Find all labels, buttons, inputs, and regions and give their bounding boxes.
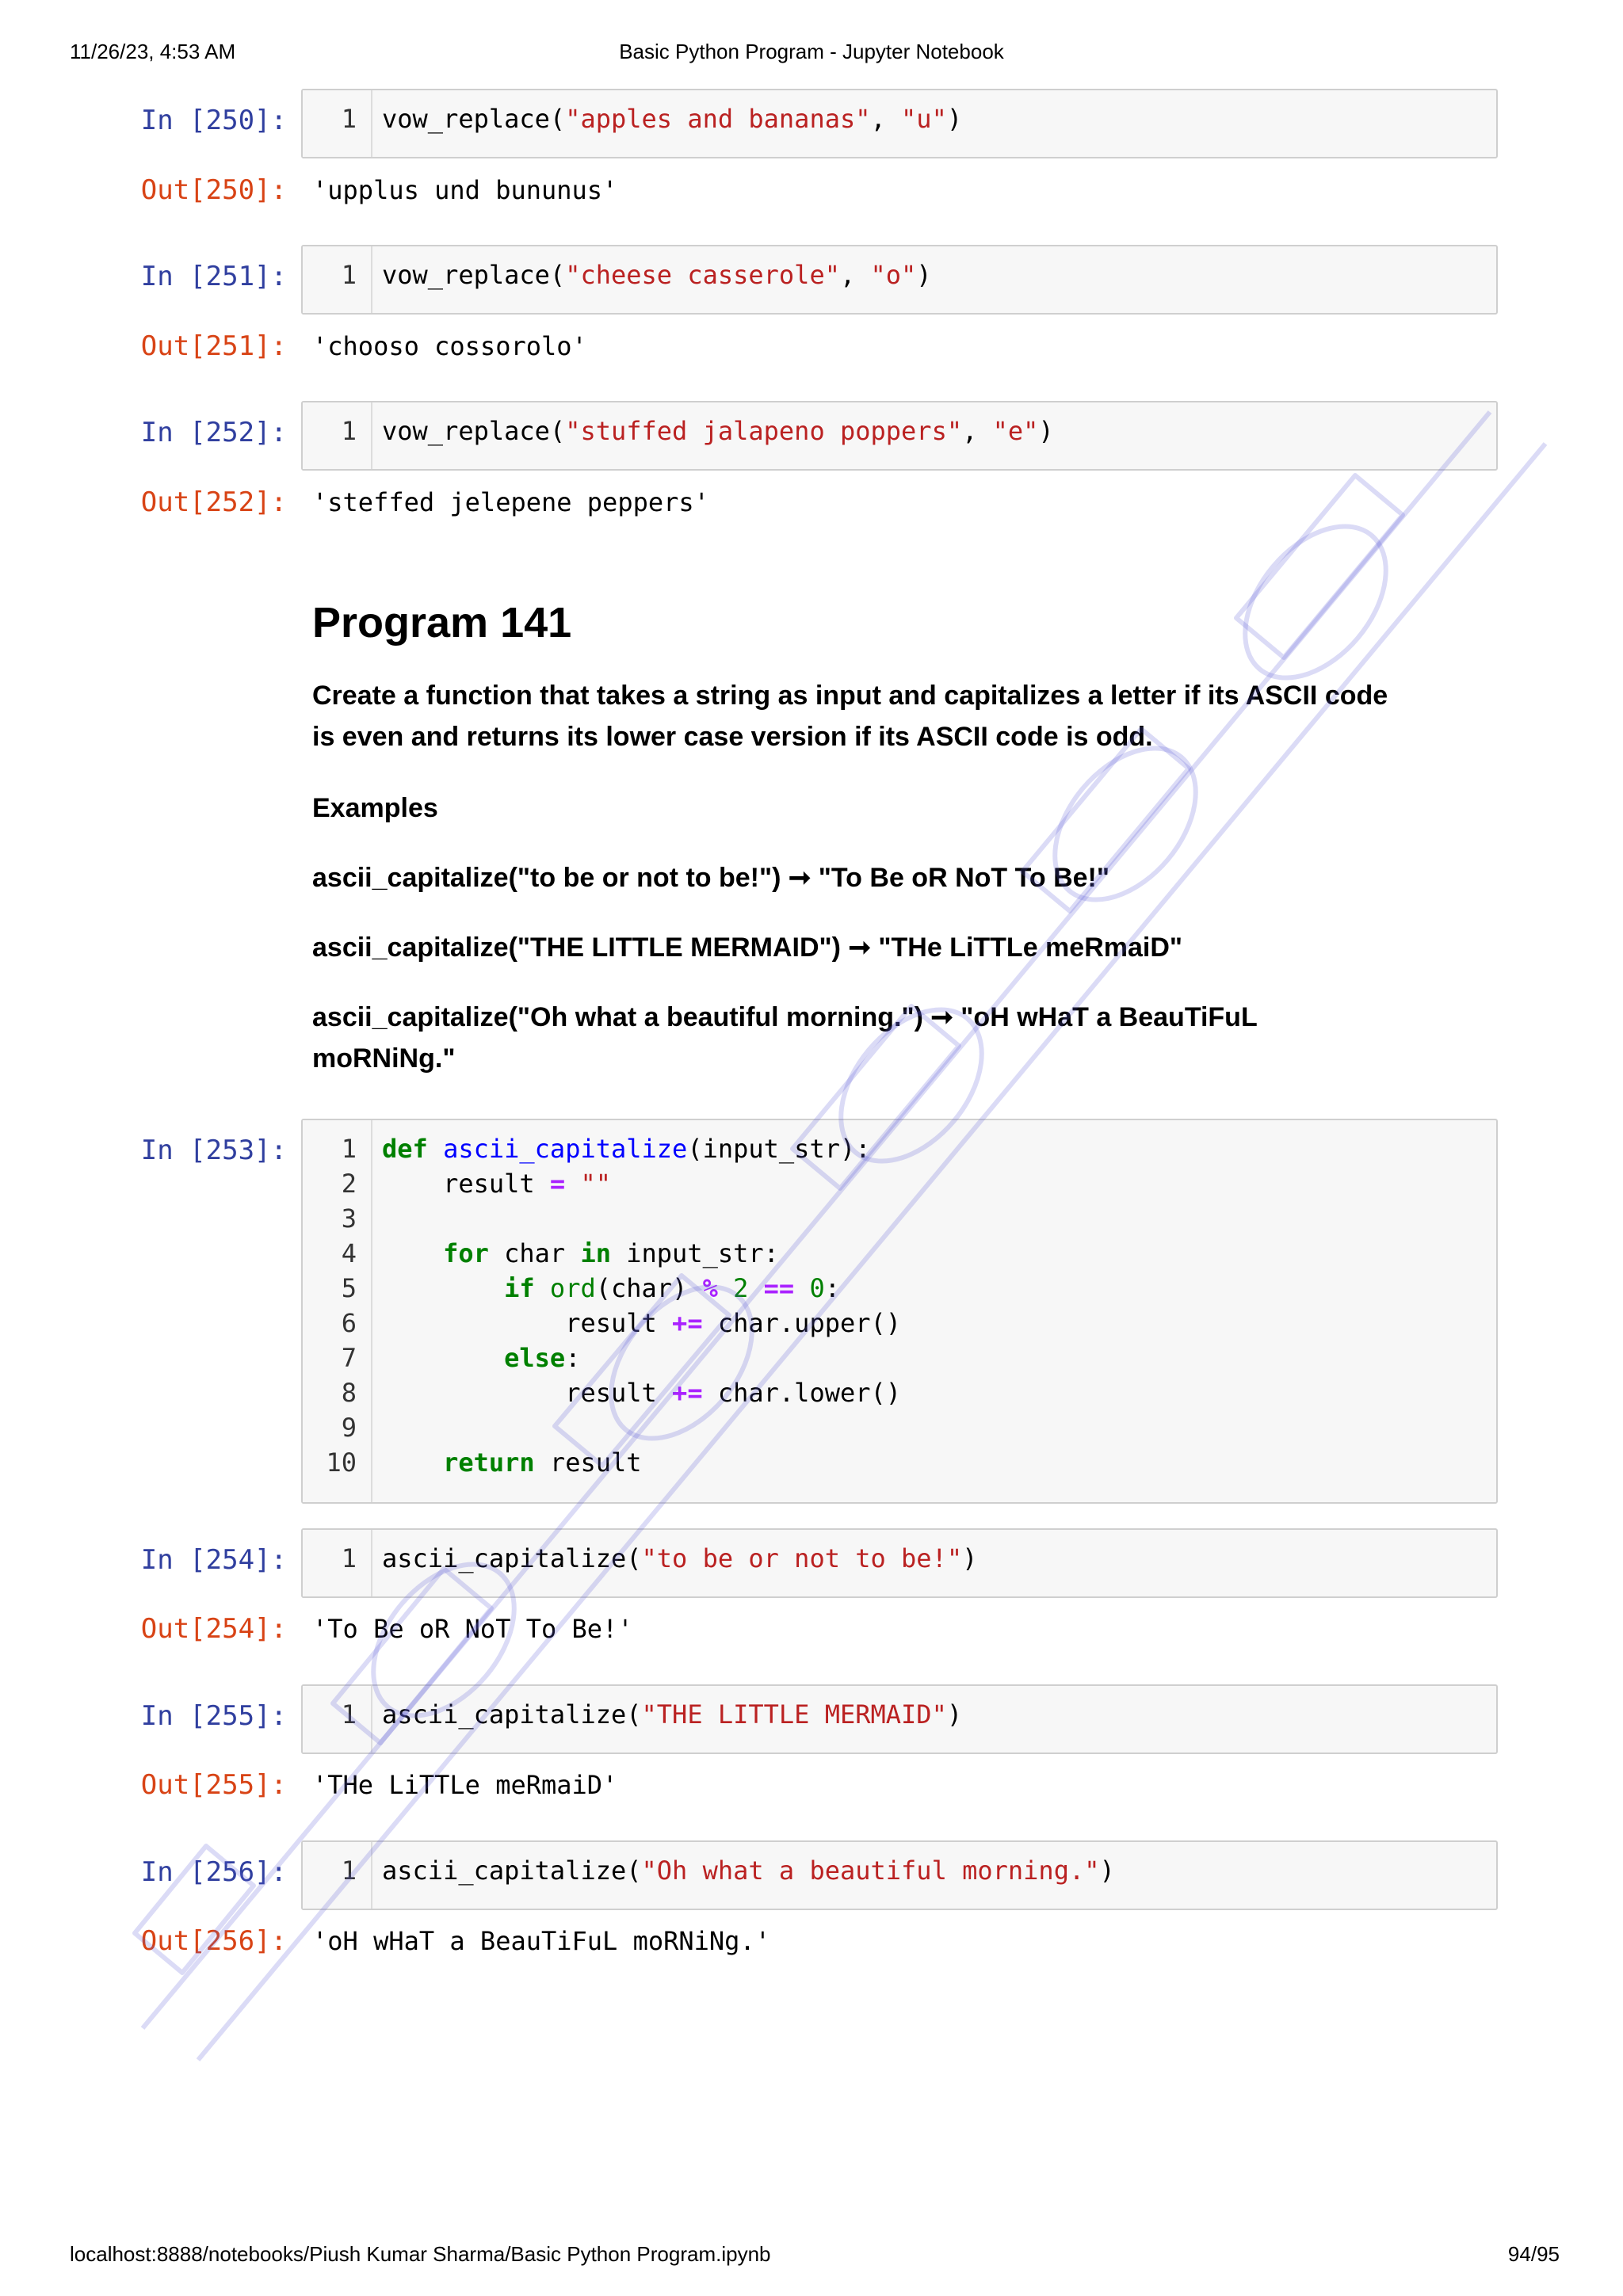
keyword-else: else — [504, 1343, 566, 1373]
in-prompt-255: In [255]: — [140, 1700, 287, 1732]
line-number: 7 — [341, 1343, 357, 1373]
in-prompt-253: In [253]: — [140, 1135, 287, 1166]
code-line — [382, 1131, 1496, 1166]
code-token: : — [824, 1273, 840, 1303]
code-editor[interactable] — [382, 1541, 1496, 1576]
code-token: ascii_capitalize( — [382, 1699, 642, 1730]
string-literal: "e" — [992, 416, 1039, 446]
output-252: 'steffed jelepene peppers' — [312, 487, 709, 517]
print-title: Basic Python Program - Jupyter Notebook — [619, 40, 1004, 63]
string-literal: "stuffed jalapeno poppers" — [565, 416, 963, 446]
line-number: 6 — [341, 1308, 357, 1338]
code-token: ) — [1038, 416, 1054, 446]
code-cell-251[interactable] — [301, 245, 1498, 315]
code-editor[interactable] — [382, 101, 1496, 136]
string-literal: "u" — [901, 104, 947, 134]
code-line — [382, 1306, 1496, 1341]
code-token: result — [382, 1169, 550, 1199]
code-line — [382, 1341, 1496, 1375]
example-3-line-2: moRNiNg." — [312, 1043, 456, 1074]
line-number: 1 — [341, 1699, 357, 1730]
code-token: ascii_capitalize( — [382, 1543, 642, 1573]
line-number: 1 — [341, 104, 357, 134]
code-token: ) — [916, 260, 932, 290]
out-prompt-255: Out[255]: — [140, 1769, 287, 1801]
number-literal: 2 — [733, 1273, 749, 1303]
string-literal: "THE LITTLE MERMAID" — [641, 1699, 947, 1730]
operator: += — [672, 1378, 703, 1408]
out-prompt-250: Out[250]: — [140, 174, 287, 206]
output-250: 'upplus und bununus' — [312, 175, 618, 205]
code-token: , — [962, 416, 993, 446]
line-number: 8 — [341, 1378, 357, 1408]
operator: += — [672, 1308, 703, 1338]
line-number: 10 — [326, 1447, 357, 1478]
code-line — [382, 1166, 1496, 1201]
function-name: ascii_capitalize — [443, 1134, 688, 1164]
code-token: result — [534, 1447, 642, 1478]
code-line — [382, 1375, 1496, 1410]
in-prompt-254: In [254]: — [140, 1544, 287, 1576]
line-number: 4 — [341, 1238, 357, 1268]
out-prompt-252: Out[252]: — [140, 486, 287, 518]
code-token: result — [382, 1308, 673, 1338]
output-251: 'chooso cossorolo' — [312, 331, 587, 361]
indent — [382, 1238, 443, 1268]
code-cell-252[interactable] — [301, 401, 1498, 471]
code-line — [382, 1410, 1496, 1445]
code-cell-254[interactable] — [301, 1528, 1498, 1598]
code-token: vow_replace( — [382, 104, 566, 134]
code-token: , — [870, 104, 902, 134]
line-numbers — [303, 1131, 357, 1480]
line-number: 1 — [341, 416, 357, 446]
code-cell-250[interactable] — [301, 89, 1498, 158]
string-literal: "to be or not to be!" — [641, 1543, 963, 1573]
in-prompt-251: In [251]: — [140, 261, 287, 292]
number-literal: 0 — [809, 1273, 825, 1303]
print-header — [0, 40, 1623, 71]
code-token: (input_str): — [687, 1134, 871, 1164]
keyword-for: for — [443, 1238, 489, 1268]
code-token: , — [839, 260, 871, 290]
code-token: char.upper() — [702, 1308, 902, 1338]
code-token: vow_replace( — [382, 416, 566, 446]
code-token: char.lower() — [702, 1378, 902, 1408]
line-number: 1 — [341, 1134, 357, 1164]
output-255: 'THe LiTTLe meRmaiD' — [312, 1770, 618, 1800]
code-token: ) — [1099, 1855, 1115, 1886]
code-line — [382, 1236, 1496, 1271]
indent — [382, 1273, 504, 1303]
code-line — [382, 1271, 1496, 1306]
example-2: ascii_capitalize("THE LITTLE MERMAID") ➞ "THe LiTTLe meRmaiD" — [312, 933, 1183, 963]
code-token: ) — [946, 104, 963, 134]
program-heading: Program 141 — [312, 599, 572, 646]
operator: % — [702, 1273, 718, 1303]
keyword-if: if — [504, 1273, 535, 1303]
code-token: (char) — [595, 1273, 703, 1303]
code-cell-256[interactable] — [301, 1840, 1498, 1910]
operator: = — [549, 1169, 566, 1199]
out-prompt-254: Out[254]: — [140, 1613, 287, 1645]
code-cell-253[interactable] — [301, 1119, 1498, 1504]
line-number: 1 — [341, 260, 357, 290]
code-token: ) — [962, 1543, 978, 1573]
code-editor[interactable] — [382, 1853, 1496, 1888]
keyword-in: in — [580, 1238, 611, 1268]
code-token: : — [565, 1343, 581, 1373]
string-literal: "cheese casserole" — [565, 260, 840, 290]
keyword-def: def — [382, 1134, 428, 1164]
page-number: 94/95 — [1507, 2242, 1560, 2266]
code-editor[interactable] — [382, 1131, 1496, 1480]
line-number: 2 — [341, 1169, 357, 1199]
line-number: 5 — [341, 1273, 357, 1303]
print-datetime: 11/26/23, 4:53 AM — [70, 40, 236, 63]
builtin-ord: ord — [549, 1273, 596, 1303]
print-footer — [0, 2242, 1623, 2274]
code-token: ) — [946, 1699, 963, 1730]
line-number: 3 — [341, 1203, 357, 1234]
example-3-line-1: ascii_capitalize("Oh what a beautiful morning.") ➞ "oH wHaT a BeauTiFuL — [312, 1002, 1258, 1032]
out-prompt-256: Out[256]: — [140, 1925, 287, 1957]
code-token: char — [488, 1238, 581, 1268]
output-254: 'To Be oR NoT To Be!' — [312, 1614, 633, 1644]
string-literal: "apples and bananas" — [565, 104, 871, 134]
in-prompt-256: In [256]: — [140, 1856, 287, 1888]
out-prompt-251: Out[251]: — [140, 330, 287, 362]
description-line-2: is even and returns its lower case version if its ASCII code is odd. — [312, 722, 1153, 752]
code-token: input_str: — [610, 1238, 779, 1268]
code-editor[interactable] — [382, 257, 1496, 292]
output-256: 'oH wHaT a BeauTiFuL moRNiNg.' — [312, 1926, 770, 1956]
code-cell-255[interactable] — [301, 1684, 1498, 1754]
line-number: 1 — [341, 1543, 357, 1573]
line-number: 9 — [341, 1413, 357, 1443]
code-token: vow_replace( — [382, 260, 566, 290]
code-token: result — [382, 1378, 673, 1408]
in-prompt-252: In [252]: — [140, 417, 287, 448]
string-literal: "" — [580, 1169, 611, 1199]
keyword-return: return — [443, 1447, 535, 1478]
code-line — [382, 1201, 1496, 1236]
code-token: ascii_capitalize( — [382, 1855, 642, 1886]
string-literal: "Oh what a beautiful morning." — [641, 1855, 1100, 1886]
string-literal: "o" — [870, 260, 917, 290]
code-editor[interactable] — [382, 1697, 1496, 1732]
in-prompt-250: In [250]: — [140, 105, 287, 136]
code-line — [382, 1445, 1496, 1480]
indent — [382, 1447, 443, 1478]
print-url: localhost:8888/notebooks/Piush Kumar Sharma/Basic Python Program.ipynb — [70, 2242, 771, 2266]
operator: == — [763, 1273, 795, 1303]
description-line-1: Create a function that takes a string as input and capitalizes a letter if its ASCII code — [312, 681, 1388, 711]
line-number: 1 — [341, 1855, 357, 1886]
examples-label: Examples — [312, 793, 438, 823]
example-1: ascii_capitalize("to be or not to be!") ➞ "To Be oR NoT To Be!" — [312, 863, 1109, 893]
code-editor[interactable] — [382, 414, 1496, 448]
indent — [382, 1343, 504, 1373]
